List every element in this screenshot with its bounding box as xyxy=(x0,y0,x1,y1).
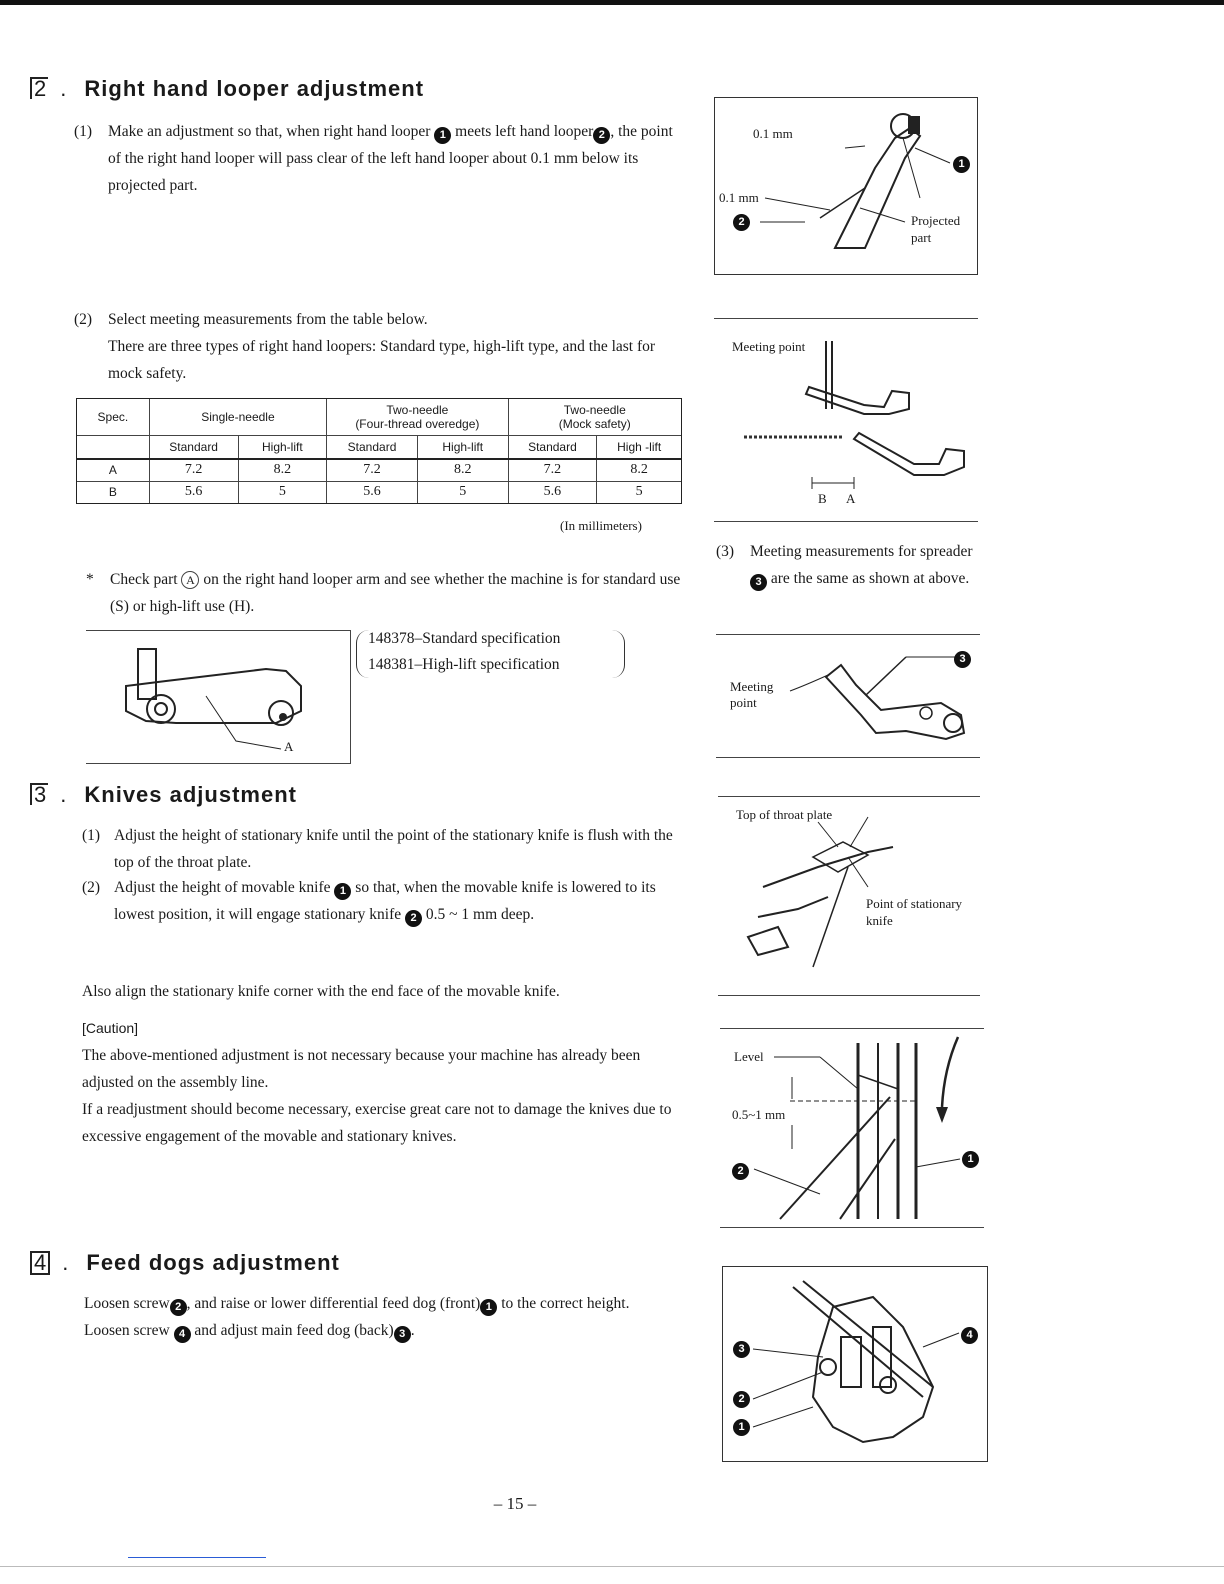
s2-item-1: (1) Make an adjustment so that, when right hand looper 1 meets left hand looper 2 , the point of the right hand looper will pass clear of the left hand looper about 0.1 mm below its projected part. xyxy=(74,123,673,194)
figure-throat-plate: Top of throat plate Point of stationary knife xyxy=(718,796,980,996)
s4-text: Loosen screw 2 , and raise or lower differential feed dog (front) 1 to the correct height. Loosen screw 4 and adjust main feed dog (back) 3 . xyxy=(84,1290,688,1344)
section-number: 2 xyxy=(30,77,48,99)
table-row: A 7.2 8.2 7.2 8.2 7.2 8.2 xyxy=(77,459,681,481)
meeting-measurement-table: Spec. Single-needle Two-needle (Four-thread overedge) Two-needle (Mock safety) Standard High-lift Standard High-lift Standard High -lift A 7.2 8.2 7.2 8.2 7.2 8.2 B 5.6 5 5.6 5 5.6 5 xyxy=(76,398,682,504)
section-title: Feed dogs adjustment xyxy=(86,1250,340,1275)
spec-high-lift: 148381–High-lift specification xyxy=(368,656,560,673)
s3-item-1: (1) Adjust the height of stationary knife until the point of the stationary knife is flush with the top of the throat plate. xyxy=(82,827,673,871)
figure-spreader-meeting: Meeting point 3 xyxy=(716,634,980,758)
section-title: Knives adjustment xyxy=(84,782,297,807)
marker-1: 1 xyxy=(434,127,451,144)
spec-header: Spec. xyxy=(77,399,149,435)
marker-3: 3 xyxy=(750,574,767,591)
marker-4: 4 xyxy=(174,1326,191,1343)
caution-heading: [Caution] xyxy=(82,1020,139,1036)
group-two-needle-mock: Two-needle (Mock safety) xyxy=(508,399,681,435)
feed-dogs-drawing xyxy=(723,1267,987,1461)
looper-clearance-drawing xyxy=(715,98,977,274)
s3-item-2: (2) Adjust the height of movable knife 1 so that, when the movable knife is lowered to its lowest position, it will engage stationary knife 2 0.5 ~ 1 mm deep. xyxy=(82,874,686,928)
spec-standard: 148378–Standard specification xyxy=(368,630,561,647)
part-number-specs xyxy=(356,626,618,678)
section-4-heading: 4 . Feed dogs adjustment xyxy=(30,1250,340,1276)
table-unit-note: (In millimeters) xyxy=(560,518,642,533)
page-bottom-rule xyxy=(0,1566,1224,1567)
figure-knife-engagement: Level 0.5~1 mm 2 1 xyxy=(720,1028,984,1228)
figure-meeting-point: Meeting point B A xyxy=(714,318,978,522)
s3-also-note: Also align the stationary knife corner with the end face of the movable knife. xyxy=(82,983,560,1000)
scan-artifact-line xyxy=(128,1557,266,1558)
caution-text: The above-mentioned adjustment is not necessary because your machine has already been adjusted on the assembly line. If a readjustment should become necessary, exercise great care not to damage the knives due to excessive engagement of the movable and stationary knives. xyxy=(82,1047,672,1145)
table-row: B 5.6 5 5.6 5 5.6 5 xyxy=(77,481,681,503)
scan-top-edge xyxy=(0,0,1224,5)
marker-2: 2 xyxy=(593,127,610,144)
looper-arm-drawing xyxy=(86,631,350,763)
figure-looper-arm: A xyxy=(86,630,351,764)
s2-note: * Check part A on the right hand looper arm and see whether the machine is for standard use (S) or high-lift use (H). xyxy=(86,571,681,615)
section-3-heading: 3 . Knives adjustment xyxy=(30,782,297,808)
section-2-heading: 2 . Right hand looper adjustment xyxy=(30,76,424,102)
s2-item-2: (2) Select meeting measurements from the table below. There are three types of right hand loopers: Standard type, high-lift type, and the last for mock safety. xyxy=(74,311,656,382)
part-a-marker: A xyxy=(181,571,199,589)
s2-item-3: (3) Meeting measurements for spreader 3 are the same as shown at above. xyxy=(716,538,976,592)
group-two-needle-overedge: Two-needle (Four-thread overedge) xyxy=(327,399,508,435)
figure-feed-dogs: 3 2 1 4 xyxy=(722,1266,988,1462)
group-single-needle: Single-needle xyxy=(149,399,326,435)
section-title: Right hand looper adjustment xyxy=(84,76,425,101)
section-number: 4 xyxy=(30,1251,50,1275)
figure-looper-clearance: 0.1 mm 1 0.1 mm 2 Projected part xyxy=(714,97,978,275)
section-number: 3 xyxy=(30,783,48,805)
page-number: – 15 – xyxy=(493,1494,537,1513)
